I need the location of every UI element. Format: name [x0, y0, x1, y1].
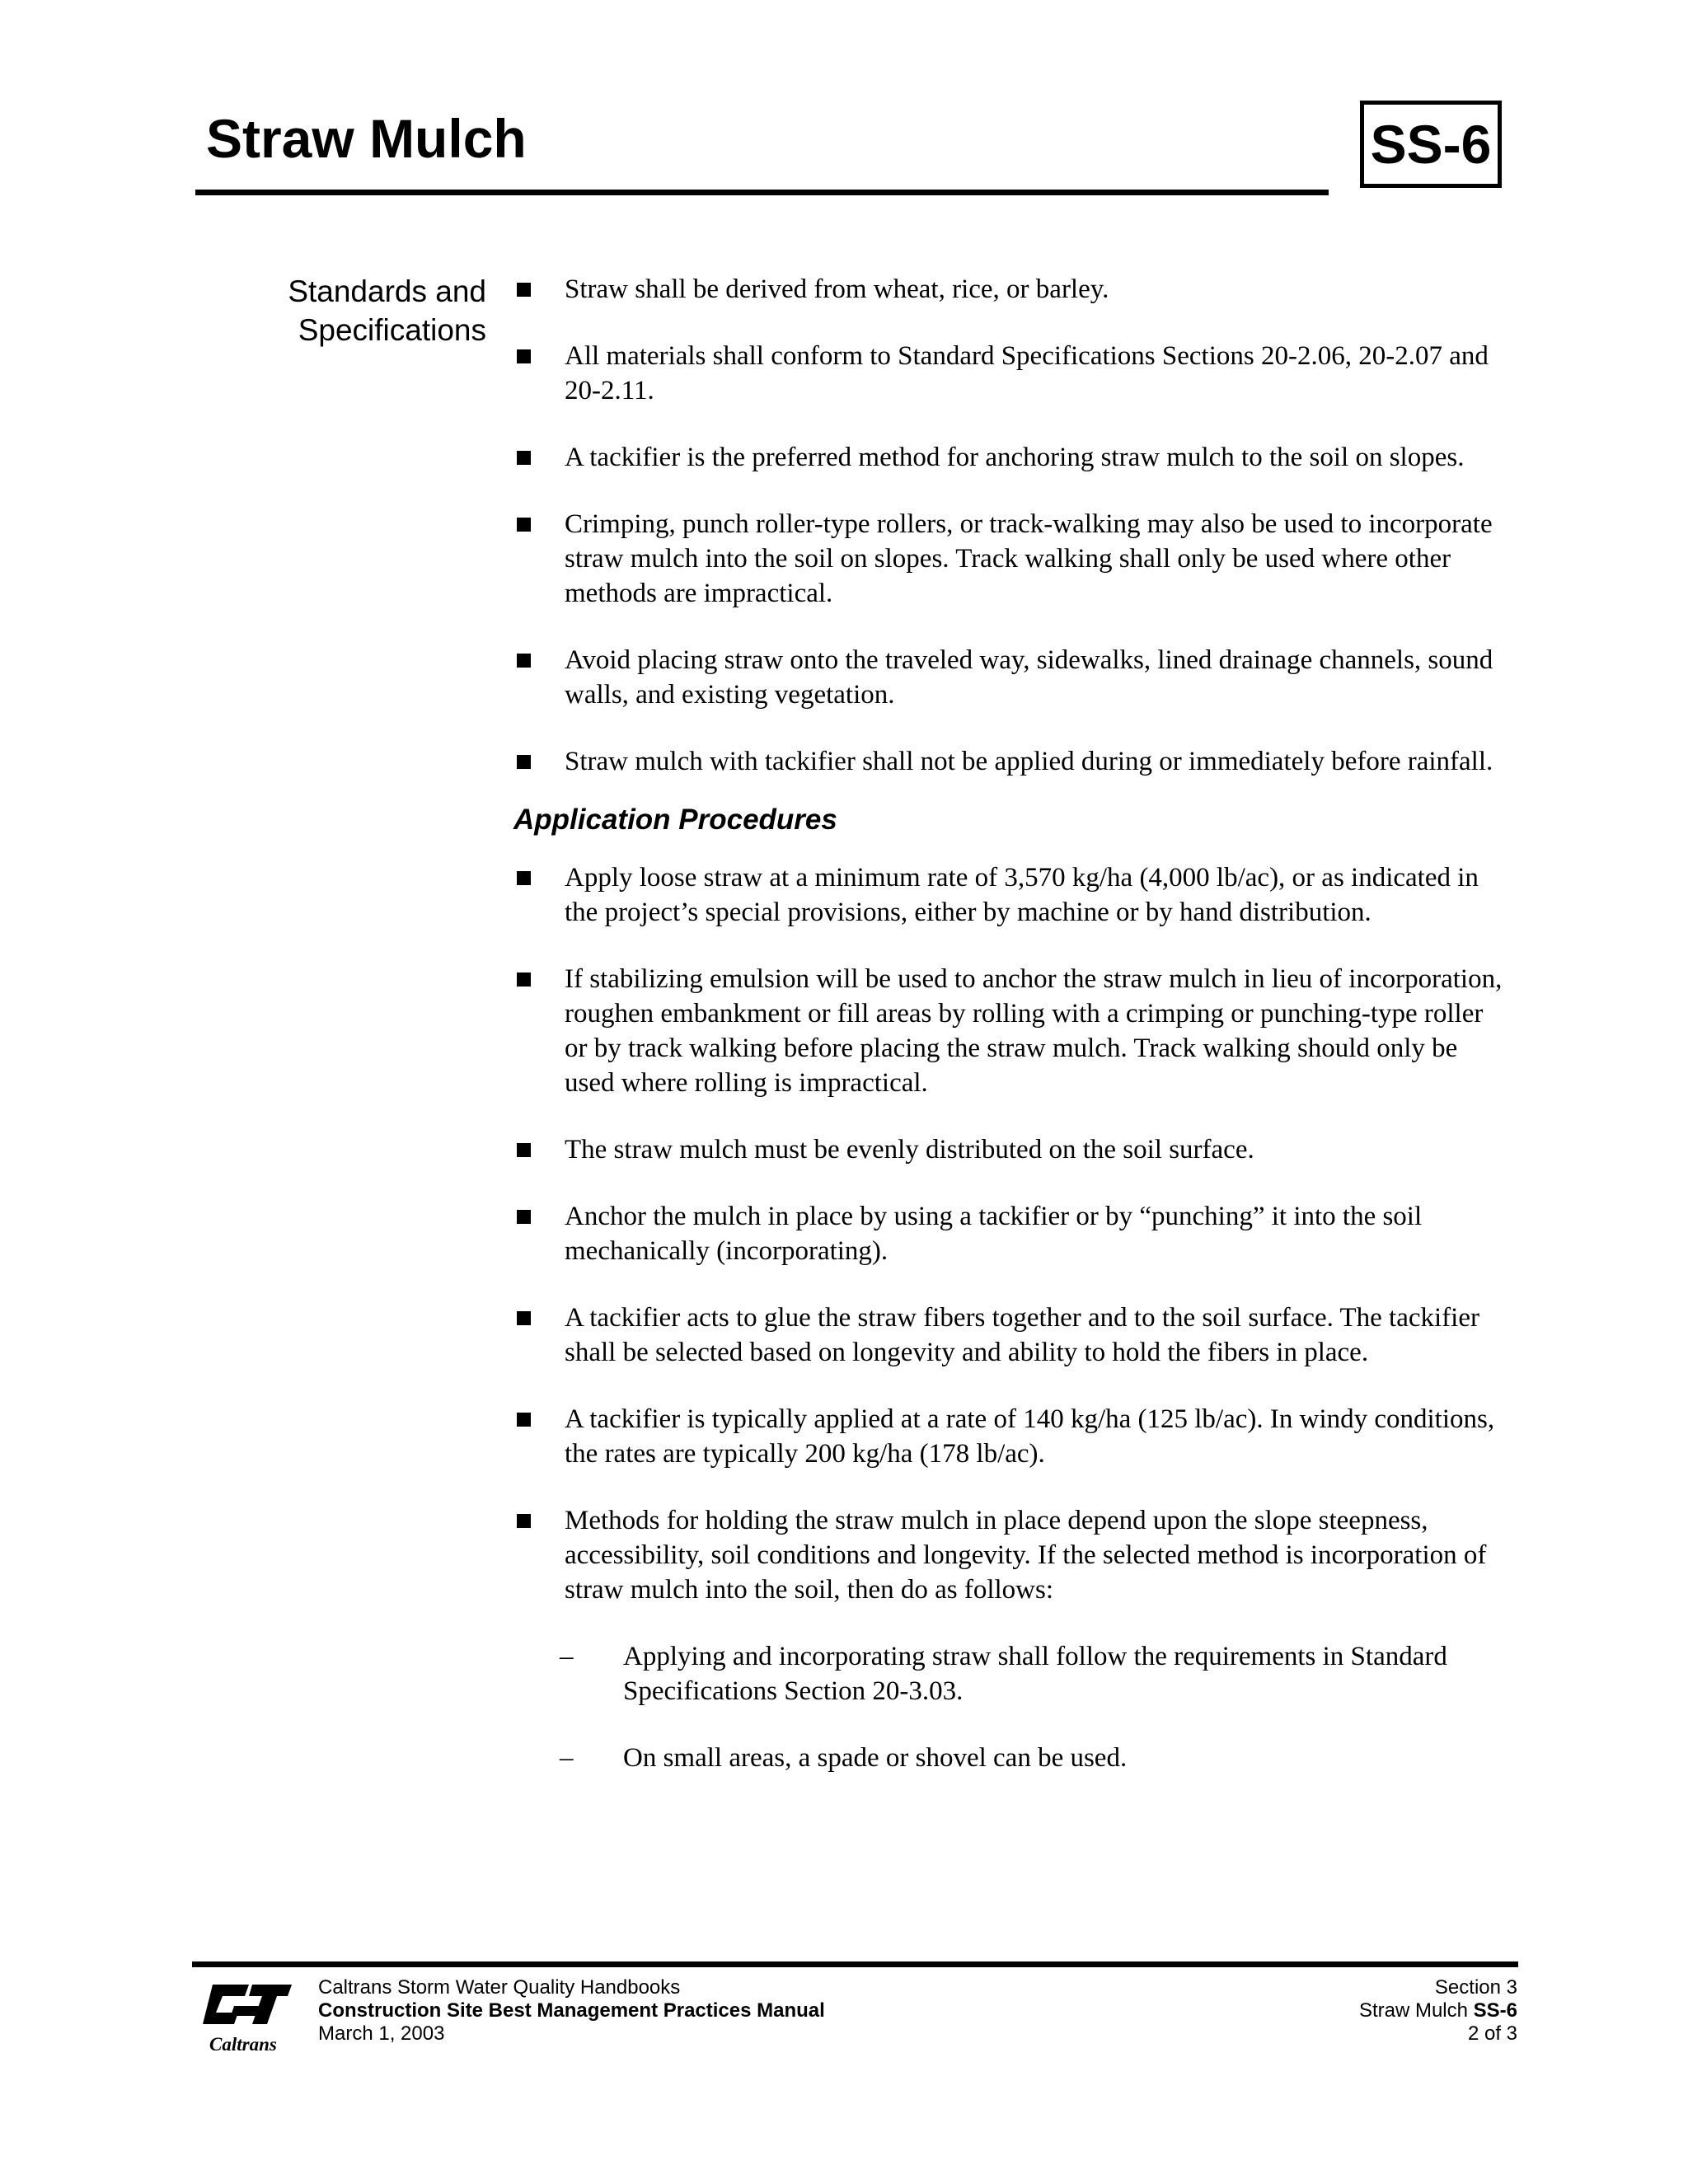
square-bullet-icon	[517, 1143, 531, 1157]
list-item: The straw mulch must be evenly distributed on the soil surface.	[513, 1132, 1503, 1167]
dash-marker: –	[560, 1642, 574, 1671]
sub-list-item: – Applying and incorporating straw shall follow the requirements in Standard Specifications Section 20-3.03.	[513, 1639, 1503, 1708]
list-item: Straw mulch with tackifier shall not be applied during or immediately before rainfall.	[513, 744, 1503, 779]
footer-date: March 1, 2003	[318, 2022, 445, 2045]
square-bullet-icon	[517, 518, 531, 532]
list-item: If stabilizing emulsion will be used to anchor the straw mulch in lieu of incorporation, roughen embankment or fill areas by rolling with a crimping or punching-type roller or by track walking before placing the straw mulch. Track walking should only be used where rolling is impractical.	[513, 962, 1503, 1100]
square-bullet-icon	[517, 1413, 531, 1427]
square-bullet-icon	[517, 871, 531, 885]
square-bullet-icon	[517, 972, 531, 987]
sub-list-item: – On small areas, a spade or shovel can be used.	[513, 1741, 1503, 1775]
list-item: A tackifier acts to glue the straw fibers together and to the soil surface. The tackifier shall be selected based on longevity and ability to hold the fibers in place.	[513, 1301, 1503, 1370]
section-label	[247, 272, 486, 349]
subsection-heading: Application Procedures	[513, 804, 837, 836]
list-item: A tackifier is typically applied at a rate of 140 kg/ha (125 lb/ac). In windy conditions, the rates are typically 200 kg/ha (178 lb/ac).	[513, 1402, 1503, 1471]
footer-manual-title: Construction Site Best Management Practices Manual	[318, 1999, 825, 2022]
square-bullet-icon	[517, 1210, 531, 1224]
footer-bmp-name: Straw Mulch SS-6	[1358, 1999, 1517, 2022]
square-bullet-icon	[517, 654, 531, 668]
square-bullet-icon	[517, 451, 531, 465]
footer-right	[1359, 1976, 1517, 2046]
footer-handbook-title: Caltrans Storm Water Quality Handbooks	[318, 1976, 681, 1999]
list-item: Crimping, punch roller-type rollers, or track-walking may also be used to incorporate straw mulch into the soil on slopes. Track walking shall only be used where other methods are impractical.	[513, 507, 1503, 611]
section-label-line2: Specifications	[298, 313, 486, 347]
list-item: Anchor the mulch in place by using a tackifier or by “punching” it into the soil mechanically (incorporating).	[513, 1199, 1503, 1268]
footer-left	[318, 1976, 825, 2046]
page-title: Straw Mulch	[206, 108, 527, 169]
caltrans-logo-icon	[198, 1978, 297, 2056]
list-item: All materials shall conform to Standard Specifications Sections 20-2.06, 20-2.07 and 20-2.11.	[513, 339, 1503, 408]
list-item: Avoid placing straw onto the traveled way, sidewalks, lined drainage channels, sound walls, and existing vegetation.	[513, 643, 1503, 712]
section-label-line1: Standards and	[288, 274, 486, 308]
footer-page-number: 2 of 3	[1467, 2022, 1517, 2045]
main-content	[513, 272, 1503, 1807]
list-item: Methods for holding the straw mulch in place depend upon the slope steepness, accessibility, soil conditions and longevity. If the selected method is incorporation of straw mulch into the soil, then do as follows:	[513, 1503, 1503, 1607]
list-item: Straw shall be derived from wheat, rice, or barley.	[513, 272, 1503, 307]
bmp-code-box: SS-6	[1360, 101, 1502, 188]
list-item: Apply loose straw at a minimum rate of 3,570 kg/ha (4,000 lb/ac), or as indicated in the project’s special provisions, either by machine or by hand distribution.	[513, 860, 1503, 930]
square-bullet-icon	[517, 283, 531, 297]
logo-wordmark: Caltrans	[209, 2034, 277, 2055]
square-bullet-icon	[517, 349, 531, 363]
footer-section: Section 3	[1434, 1976, 1517, 1999]
title-rule	[195, 190, 1329, 195]
list-item: A tackifier is the preferred method for anchoring straw mulch to the soil on slopes.	[513, 440, 1503, 475]
square-bullet-icon	[517, 1311, 531, 1325]
footer-rule	[192, 1961, 1518, 1967]
square-bullet-icon	[517, 755, 531, 769]
square-bullet-icon	[517, 1514, 531, 1528]
dash-marker: –	[560, 1743, 574, 1773]
